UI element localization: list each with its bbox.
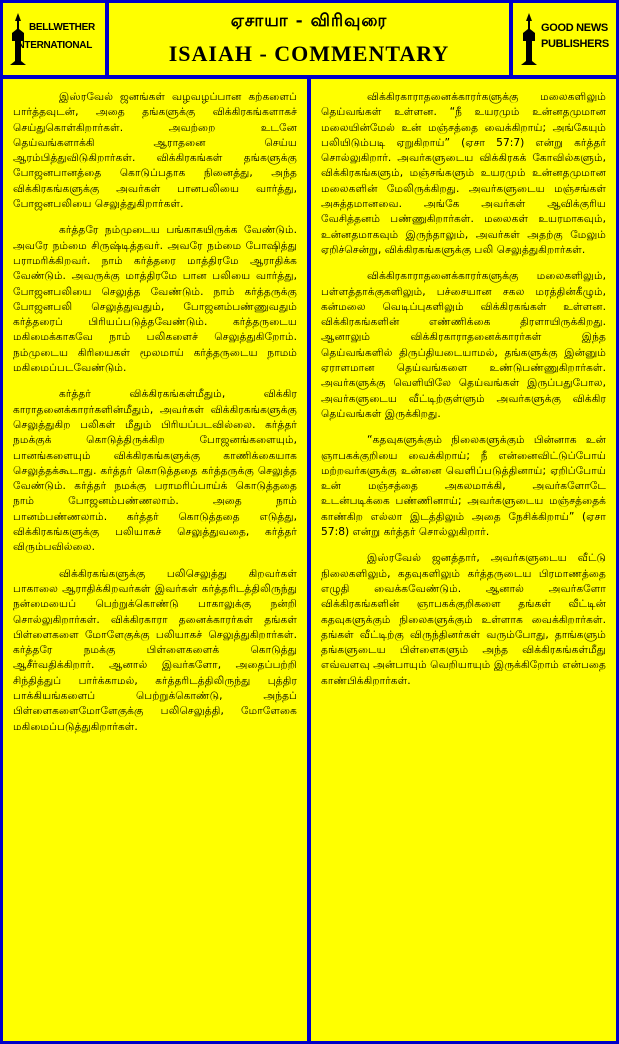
good-news-logo-panel [513,3,616,75]
left-column [3,79,307,1041]
logo-left-line2: INTERNATIONAL [15,40,93,51]
paragraph: விக்கிரகங்களுக்கு பலிசெலுத்து கிறவர்கள் பாகாலை ஆராதிக்கிறவர்கள் இவர்கள் கர்த்தரிடத்திலிருந்து நன்மையைப் பெற்றுக்கொண்டு பாகாலுக்கு நன்றி சொல்லுகிறார்கள். விக்கிரகாரா தனைக்காரர்கள் தங்கள் பிள்ளைகளை மோளேகுக்கு பலியாகச் செலுத்துகிறார்கள். கர்த்தரே நமக்கு பிள்ளைகளைக் கொடுத்து ஆசீர்வதிக்கிறார். ஆனால் இவர்களோ, அதைப்பற்றி சிந்தித்துப் பார்க்காமல், கர்த்தரிடத்திலிருந்து புத்திர பாக்கியங்களைப் பெற்றுக்கொண்டு, அந்தப் பிள்ளைகளைமோளேகுக்கு பலிசெலுத்தி, மோளேகை மகிமைப்படுத்துகிறார்கள். [13,566,297,733]
paragraph: “கதவுகளுக்கும் நிலைகளுக்கும் பின்னாக உன் ஞாபகக்குறியை வைக்கிறாய்; நீ என்னைவிட்டுப்போய் மற்றவர்களுக்கு உன்னை வெளிப்படுத்தினாய்; ஏறிப்போய் உன் மஞ்சத்தை அகலமாக்கி, அவர்களோடே உடன்படிக்கை பண்ணினாய்; அவர்களுடைய மஞ்சத்தைக் காண்கிற எல்லா இடத்திலும் அதை நேசிக்கிறாய்” (ஏசா 57:8) என்று கர்த்தர் சொல்லுகிறார். [321,433,606,539]
paragraph: விக்கிரகாராதனைக்காரர்களுக்கு மலைகளிலும் தெய்வங்கள் உள்ளன. “நீ உயரமும் உன்னதமுமான மலையின்மேல் உன் மஞ்சத்தை வைக்கிறாய்; அங்கேயும் பலியிடும்படி ஏறுகிறாய்” (ஏசா 57:7) என்று கர்த்தர் சொல்லுகிறார். அவர்களுடைய விக்கிரகக் கோவில்களும், விக்கிரகங்களும், மஞ்சங்களும் உயரமும் உன்னதமுமான மலைகளின் மேலிருக்கிறது. அவர்களுடைய மஞ்சங்கள் அசுத்தமானவை. அங்கே அவர்கள் ஆவிக்குரிய வேசித்தனம் பண்ணுகிறார்கள். மலைகள் உயரமாகவும், உன்னதமாகவும் இருந்தாலும், அவர்கள் அதற்கு மேலும் ஏறிச்சென்று, விக்கிரகங்களுக்கு பலி செலுத்துகிறார்கள். [321,90,606,256]
paragraph: கர்த்தரே நம்முடைய பங்காகயிருக்க வேண்டும். அவரே நம்மை சிருஷ்டித்தவர். அவரே நம்மை போஷித்து பராமரிக்கிறவர். நாம் கர்த்தரை மாத்திரமே ஆராதிக்க வேண்டும். அவருக்கு மாத்திரமே பான பலியை வார்த்து, போஜனபலியை செலுத்த வேண்டும். நாம் கர்த்தருக்கு போஜனபலி செலுத்துவதும், போஜனம்பண்ணுவதும் கர்த்தரைப் பிரியப்படுத்தவேண்டும். கர்த்தருடைய மகிமைக்காகவே நாம் பலிகளைச் செலுத்துகிறோம். நம்முடைய கிரியைகள் மூலமாய் கர்த்தருடைய நாமம் மகிமைப்படவேண்டும். [13,223,297,375]
paragraph: கர்த்தர் விக்கிரகங்கள்மீதும், விக்கிர காராதனைக்காரர்களின்மீதும், அவர்கள் விக்கிரகங்களுக்கு செலுத்துகிற பலிகள் மீதும் பிரியப்படவில்லை. கர்த்தர் நமக்குக் கொடுத்திருக்கிற போஜனங்களையும், பானங்களையும் விக்கிரகங்களுக்கு காணிக்கையாக செலுத்தக்கூடாது. கர்த்தர் கொடுத்ததை கர்த்தருக்கு செலுத்த வேண்டும். கர்த்தர் நமக்கு பராமரிப்பாய்க் கொடுத்ததை நாம் போஜனம்பண்ணலாம். அதை நாம் பானம்பண்ணலாம். கர்த்தர் கொடுத்ததை எடுத்து, விக்கிரகங்களுக்கு பலியாகச் செலுத்துவதை, கர்த்தர் விரும்பவில்லை. [13,387,297,554]
logo-right-line2: PUBLISHERS [541,38,609,50]
logo-right-line1: GOOD NEWS [541,22,608,34]
paragraph: இஸ்ரவேல் ஜனங்கள் வழவழப்பான கற்களைப் பார்த்தவுடன், அதை தங்களுக்கு விக்கிரகங்களாகச் செய்துகொள்கிறார்கள். அவற்றை உடனே தெய்வங்களாக்கி ஆராதனை செய்ய ஆரம்பித்துவிடுகிறார்கள். விக்கிரகங்கள் தங்களுக்கு போஜனபானத்தை கொடுப்பதாக நினைத்து, அந்த விக்கிரகங்களுக்கு அவர்கள் பானபலியை வார்த்து, போஜனபலியை செலுத்துகிறார்கள். [13,90,297,211]
lamp-figure-icon [8,11,28,67]
lamp-figure-icon [519,11,539,67]
paragraph: இஸ்ரவேல் ஜனத்தார், அவர்களுடைய வீட்டு நிலைகளிலும், கதவுகளிலும் கர்த்தருடைய பிரமாணத்தை எழுதி வைக்கவேண்டும். ஆனால் அவர்களோ விக்கிரகங்களின் ஞாபகக்குறிகளை தங்கள் வீட்டின் கதவுகளுக்கும் நிலைகளுக்கும் உள்ளாக வைக்கிறார்கள். தங்கள் வீட்டிற்கு விருந்தினர்கள் வரும்போது, தாங்களும் தங்களுடைய பிள்ளைகளும் அந்த விக்கிரகங்கள்மீது எவ்வளவு அன்பாயும் வெறியாயும் இருக்கிறோம் என்பதை காண்பிக்கிறார்கள். [321,551,606,687]
logo-left-line1: BELLWETHER [29,22,95,33]
right-column [311,79,616,1041]
bellwether-logo-panel [3,3,105,75]
title-tamil: ஏசாயா - விரிவுரை [230,11,388,31]
page-header [109,3,509,75]
title-english: ISAIAH - COMMENTARY [168,41,450,66]
paragraph: விக்கிரகாராதனைக்காரர்களுக்கு மலைகளிலும், பள்ளத்தாக்குகளிலும், பச்சையான சகல மரத்தின்கீழும், கன்மலை வெடிப்புகளிலும் விக்கிரகங்கள் உள்ளன. விக்கிரகங்களின் எண்ணிக்கை திரளாயிருக்கிறது. ஆனாலும் விக்கிரகாராதனைக்காரர்கள் இந்த தெய்வங்களில் திருப்தியடையாமல், தங்களுக்கு இன்னும் ஏராளமான தெய்வங்களை உண்டுபண்ணுகிறார்கள். அவர்களுக்கு வெளியிலே தெய்வங்கள் இருப்பதுபோல, அவர்களுடைய வீட்டிற்குள்ளும் அவர்களுக்கு விக்கிர தெய்வங்கள் இருக்கிறது. [321,269,606,420]
